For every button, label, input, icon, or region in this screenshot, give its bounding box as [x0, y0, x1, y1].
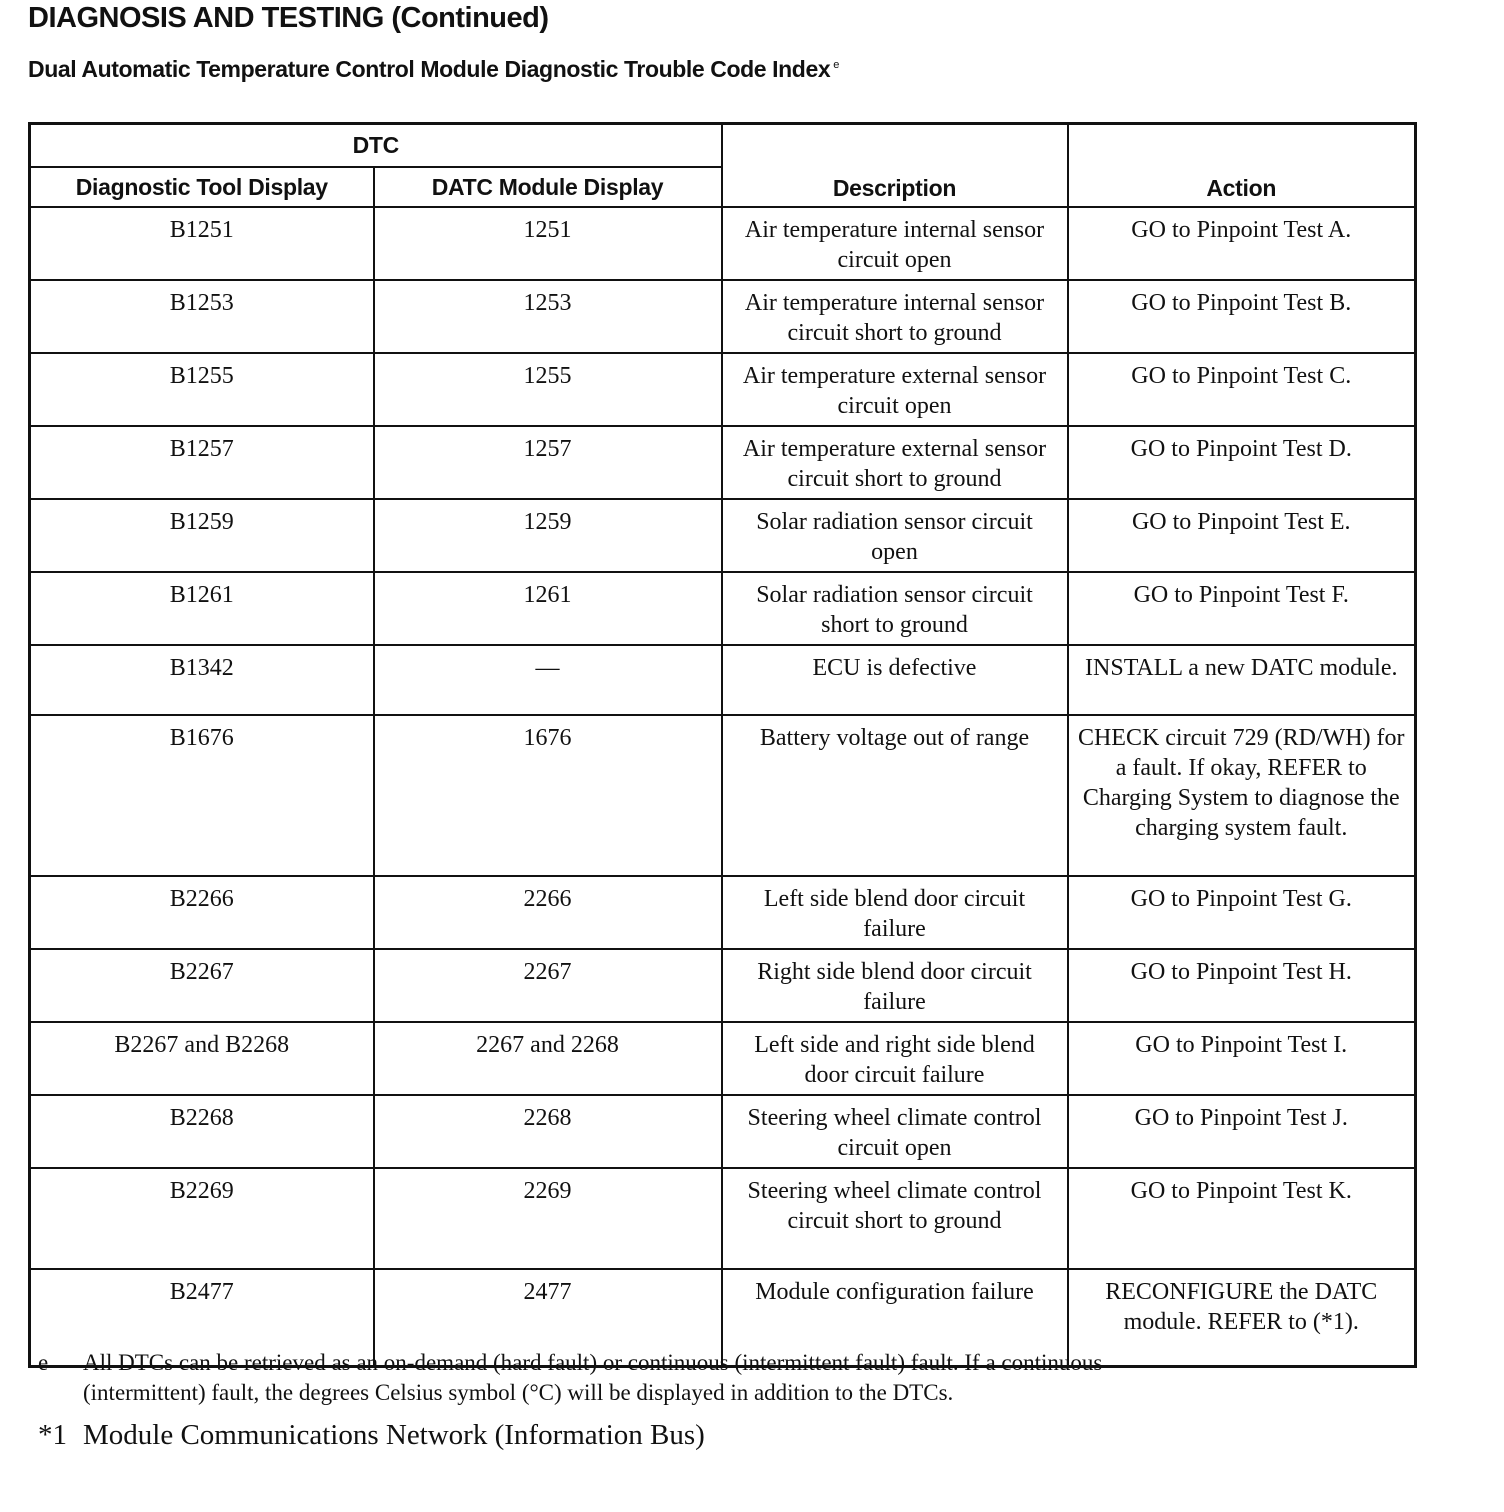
action-cell: GO to Pinpoint Test B.: [1068, 280, 1416, 353]
table-row: [30, 353, 1416, 426]
table-row: [30, 715, 1416, 876]
module-display-cell: 2266: [374, 876, 722, 949]
tool-display-cell: B1676: [30, 715, 374, 876]
table-row: [30, 280, 1416, 353]
table-row: [30, 1095, 1416, 1168]
description-cell: Left side blend door circuit failure: [722, 876, 1068, 949]
tool-display-cell: B1342: [30, 645, 374, 715]
footnotes: [38, 1348, 1138, 1452]
action-cell: INSTALL a new DATC module.: [1068, 645, 1416, 715]
action-cell: GO to Pinpoint Test K.: [1068, 1168, 1416, 1269]
footnote-star-1: [38, 1418, 1138, 1452]
tool-display-cell: B2266: [30, 876, 374, 949]
dtc-group-header: DTC: [30, 124, 722, 168]
action-cell: GO to Pinpoint Test A.: [1068, 207, 1416, 280]
page-heading: DIAGNOSIS AND TESTING (Continued): [28, 2, 549, 34]
table-row: [30, 876, 1416, 949]
tool-display-cell: B1257: [30, 426, 374, 499]
module-display-cell: 2477: [374, 1269, 722, 1366]
footnote-mark: e: [38, 1350, 49, 1375]
table-row: [30, 1168, 1416, 1269]
table-title: [28, 56, 839, 83]
description-cell: Steering wheel climate control circuit open: [722, 1095, 1068, 1168]
module-display-cell: 2267 and 2268: [374, 1022, 722, 1095]
description-cell: Right side blend door circuit failure: [722, 949, 1068, 1022]
action-cell: GO to Pinpoint Test D.: [1068, 426, 1416, 499]
description-cell: ECU is defective: [722, 645, 1068, 715]
table-row: [30, 207, 1416, 280]
action-cell: GO to Pinpoint Test I.: [1068, 1022, 1416, 1095]
module-display-cell: 1261: [374, 572, 722, 645]
action-header: Action: [1068, 124, 1416, 208]
table-row: [30, 499, 1416, 572]
tool-display-header: Diagnostic Tool Display: [30, 167, 374, 207]
module-display-cell: 1257: [374, 426, 722, 499]
description-cell: Air temperature internal sensor circuit short to ground: [722, 280, 1068, 353]
module-display-cell: 1676: [374, 715, 722, 876]
description-cell: Air temperature external sensor circuit short to ground: [722, 426, 1068, 499]
description-cell: Module configuration failure: [722, 1269, 1068, 1366]
action-cell: CHECK circuit 729 (RD/WH) for a fault. If okay, REFER to Charging System to diagnose the charging system fault.: [1068, 715, 1416, 876]
tool-display-cell: B2267: [30, 949, 374, 1022]
action-cell: GO to Pinpoint Test E.: [1068, 499, 1416, 572]
module-display-cell: 1251: [374, 207, 722, 280]
description-cell: Steering wheel climate control circuit short to ground: [722, 1168, 1068, 1269]
tool-display-cell: B1261: [30, 572, 374, 645]
table-row: [30, 426, 1416, 499]
action-cell: GO to Pinpoint Test H.: [1068, 949, 1416, 1022]
tool-display-cell: B1259: [30, 499, 374, 572]
module-display-cell: —: [374, 645, 722, 715]
tool-display-cell: B1255: [30, 353, 374, 426]
module-display-cell: 1255: [374, 353, 722, 426]
module-display-cell: 2267: [374, 949, 722, 1022]
description-cell: Solar radiation sensor circuit short to ground: [722, 572, 1068, 645]
description-header: Description: [722, 124, 1068, 208]
table-title-footnote-ref: e: [833, 59, 839, 72]
module-display-header: DATC Module Display: [374, 167, 722, 207]
description-cell: Battery voltage out of range: [722, 715, 1068, 876]
tool-display-cell: B2268: [30, 1095, 374, 1168]
module-display-cell: 2268: [374, 1095, 722, 1168]
tool-display-cell: B2269: [30, 1168, 374, 1269]
tool-display-cell: B2477: [30, 1269, 374, 1366]
description-cell: Left side and right side blend door circuit failure: [722, 1022, 1068, 1095]
table-row: [30, 645, 1416, 715]
action-cell: RECONFIGURE the DATC module. REFER to (*1).: [1068, 1269, 1416, 1366]
tool-display-cell: B2267 and B2268: [30, 1022, 374, 1095]
module-display-cell: 1253: [374, 280, 722, 353]
tool-display-cell: B1253: [30, 280, 374, 353]
action-cell: GO to Pinpoint Test F.: [1068, 572, 1416, 645]
tool-display-cell: B1251: [30, 207, 374, 280]
footnote-mark: *1: [38, 1419, 67, 1451]
description-cell: Air temperature external sensor circuit open: [722, 353, 1068, 426]
description-cell: Solar radiation sensor circuit open: [722, 499, 1068, 572]
table-row: [30, 572, 1416, 645]
footnote-e: [38, 1348, 1138, 1408]
module-display-cell: 2269: [374, 1168, 722, 1269]
table-title-text: Dual Automatic Temperature Control Module Diagnostic Trouble Code Index: [28, 56, 831, 82]
action-cell: GO to Pinpoint Test G.: [1068, 876, 1416, 949]
table-row: [30, 949, 1416, 1022]
table-row: [30, 1022, 1416, 1095]
module-display-cell: 1259: [374, 499, 722, 572]
description-cell: Air temperature internal sensor circuit open: [722, 207, 1068, 280]
action-cell: GO to Pinpoint Test C.: [1068, 353, 1416, 426]
footnote-text: All DTCs can be retrieved as an on-demand (hard fault) or continuous (intermittent fault) fault. If a continuous (intermittent) fault, the degrees Celsius symbol (°C) will be displayed in addition to the DTCs.: [83, 1350, 1103, 1405]
dtc-index-table: [28, 122, 1417, 1368]
action-cell: GO to Pinpoint Test J.: [1068, 1095, 1416, 1168]
footnote-text: Module Communications Network (Information Bus): [83, 1419, 705, 1451]
